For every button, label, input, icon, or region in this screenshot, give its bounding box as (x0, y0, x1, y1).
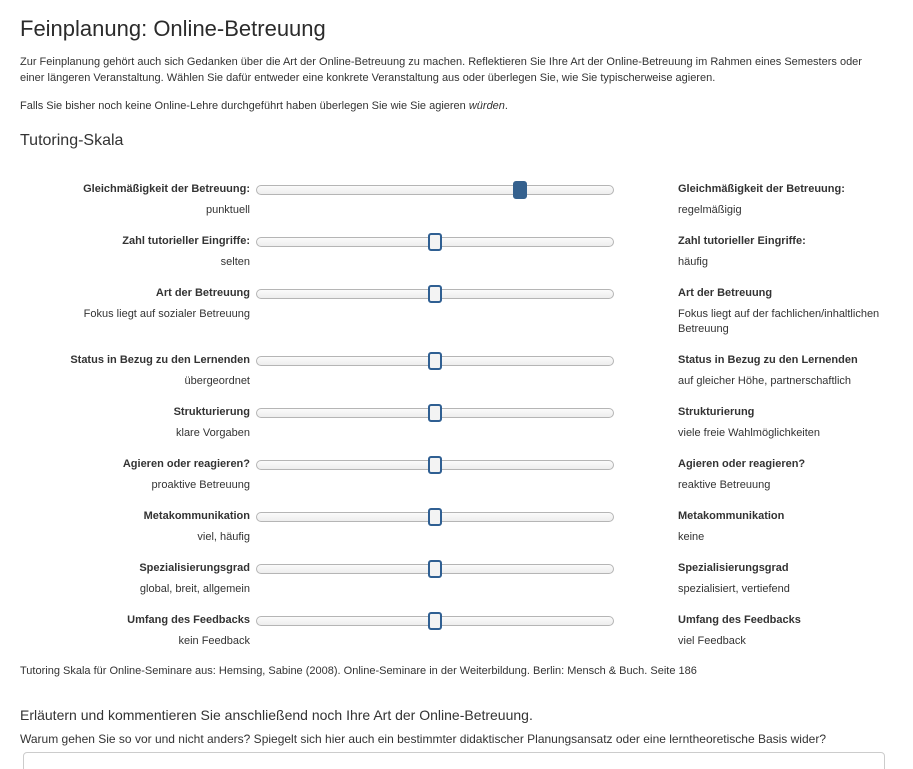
slider-track[interactable] (256, 185, 614, 195)
slider-row (20, 353, 893, 389)
slider-right-column (678, 182, 893, 218)
slider-right-column (678, 613, 893, 649)
slider-left-column (20, 457, 250, 493)
slider-right-sublabel: viele freie Wahlmöglichkeiten (678, 427, 821, 439)
slider-row (20, 286, 893, 337)
slider-left-label: Umfang des Feedbacks (127, 614, 250, 626)
slider-column (256, 613, 614, 626)
comment-textarea[interactable] (23, 752, 885, 769)
slider-left-label: Metakommunikation (143, 510, 250, 522)
slider-handle[interactable] (513, 181, 527, 199)
slider-column (256, 234, 614, 247)
slider-right-label: Umfang des Feedbacks (678, 614, 801, 626)
slider-column (256, 182, 614, 195)
intro-2-italic: würden (468, 100, 505, 112)
slider-left-column (20, 561, 250, 597)
slider-right-column (678, 234, 893, 270)
slider-handle[interactable] (428, 508, 442, 526)
slider-right-sublabel: Fokus liegt auf der fachlichen/inhaltlichen Betreuung (678, 308, 880, 335)
comment-question: Warum gehen Sie so vor und nicht anders? Spiegelt sich hier auch ein bestimmter didaktischer Planungsansatz oder eine lerntheoretische Basis wider? (20, 732, 826, 746)
slider-left-sublabel: proaktive Betreuung (151, 479, 250, 491)
slider-handle[interactable] (428, 456, 442, 474)
slider-right-label: Strukturierung (678, 406, 755, 418)
slider-left-column (20, 353, 250, 389)
slider-left-sublabel: kein Feedback (178, 635, 250, 647)
slider-track[interactable] (256, 237, 614, 247)
slider-track[interactable] (256, 512, 614, 522)
slider-left-sublabel: klare Vorgaben (176, 427, 250, 439)
slider-left-label: Strukturierung (173, 406, 250, 418)
slider-row (20, 561, 893, 597)
slider-right-sublabel: reaktive Betreuung (678, 479, 771, 491)
slider-right-sublabel: spezialisiert, vertiefend (678, 583, 790, 595)
slider-handle[interactable] (428, 612, 442, 630)
slider-left-sublabel: punktuell (205, 204, 250, 216)
slider-right-column (678, 457, 893, 493)
slider-left-sublabel: viel, häufig (197, 531, 250, 543)
page-title: Feinplanung: Online-Betreuung (20, 16, 326, 41)
slider-handle[interactable] (428, 404, 442, 422)
slider-left-sublabel: übergeordnet (184, 375, 250, 387)
intro-paragraph-2 (20, 98, 886, 114)
tutoring-scale (20, 182, 893, 649)
slider-right-column (678, 561, 893, 597)
slider-right-sublabel: regelmäßigig (678, 204, 742, 216)
intro-paragraph-1: Zur Feinplanung gehört auch sich Gedanken über die Art der Online-Betreuung zu machen. Reflektieren Sie Ihre Art der Online-Betreuung im Rahmen eines Semesters oder einer längeren Veranstaltung. Wählen Sie dafür entweder eine konkrete Veranstaltung aus oder überlegen Sie, wie Sie typischerweise agieren. (20, 56, 862, 84)
slider-right-label: Zahl tutorieller Eingriffe: (678, 235, 806, 247)
citation-text: Tutoring Skala für Online-Seminare aus: Hemsing, Sabine (2008). Online-Seminare in der Weiterbildung. Berlin: Mensch & Buch. Seite 186 (20, 665, 697, 677)
section-title: Tutoring-Skala (20, 132, 124, 149)
slider-column (256, 405, 614, 418)
slider-right-column (678, 509, 893, 545)
slider-handle[interactable] (428, 560, 442, 578)
slider-track[interactable] (256, 564, 614, 574)
intro-2-prefix: Falls Sie bisher noch keine Online-Lehre durchgeführt haben überlegen Sie wie Sie agieren (20, 100, 469, 112)
slider-track[interactable] (256, 356, 614, 366)
slider-right-label: Spezialisierungsgrad (678, 562, 789, 574)
slider-row (20, 234, 893, 270)
comment-block (20, 707, 893, 769)
slider-left-column (20, 286, 250, 322)
slider-column (256, 561, 614, 574)
slider-left-column (20, 405, 250, 441)
slider-track[interactable] (256, 460, 614, 470)
slider-right-sublabel: auf gleicher Höhe, partnerschaftlich (678, 375, 852, 387)
slider-column (256, 286, 614, 299)
slider-column (256, 509, 614, 522)
slider-right-label: Status in Bezug zu den Lernenden (678, 354, 858, 366)
slider-left-label: Status in Bezug zu den Lernenden (70, 354, 250, 366)
slider-left-label: Art der Betreuung (155, 287, 250, 299)
slider-left-sublabel: selten (220, 256, 250, 268)
slider-left-column (20, 613, 250, 649)
slider-right-column (678, 405, 893, 441)
slider-left-sublabel: Fokus liegt auf sozialer Betreuung (83, 308, 250, 320)
slider-right-sublabel: häufig (678, 256, 708, 268)
slider-right-column (678, 286, 893, 337)
slider-left-label: Zahl tutorieller Eingriffe: (122, 235, 250, 247)
slider-row (20, 509, 893, 545)
slider-handle[interactable] (428, 285, 442, 303)
slider-track[interactable] (256, 289, 614, 299)
comment-prompt: Erläutern und kommentieren Sie anschließend noch Ihre Art der Online-Betreuung. (20, 707, 533, 723)
slider-right-label: Metakommunikation (678, 510, 785, 522)
slider-row (20, 405, 893, 441)
slider-left-sublabel: global, breit, allgemein (139, 583, 250, 595)
slider-right-label: Gleichmäßigkeit der Betreuung: (678, 183, 845, 195)
slider-right-sublabel: viel Feedback (678, 635, 746, 647)
slider-left-column (20, 234, 250, 270)
slider-right-sublabel: keine (678, 531, 705, 543)
slider-row (20, 182, 893, 218)
slider-right-label: Agieren oder reagieren? (678, 458, 806, 470)
slider-column (256, 353, 614, 366)
slider-right-label: Art der Betreuung (678, 287, 773, 299)
slider-column (256, 457, 614, 470)
slider-row (20, 457, 893, 493)
slider-track[interactable] (256, 408, 614, 418)
slider-left-column (20, 509, 250, 545)
slider-left-label: Gleichmäßigkeit der Betreuung: (83, 183, 250, 195)
slider-handle[interactable] (428, 233, 442, 251)
slider-left-label: Agieren oder reagieren? (122, 458, 250, 470)
slider-handle[interactable] (428, 352, 442, 370)
slider-left-label: Spezialisierungsgrad (139, 562, 250, 574)
slider-track[interactable] (256, 616, 614, 626)
slider-left-column (20, 182, 250, 218)
intro-2-suffix: . (504, 100, 508, 112)
slider-row (20, 613, 893, 649)
slider-right-column (678, 353, 893, 389)
